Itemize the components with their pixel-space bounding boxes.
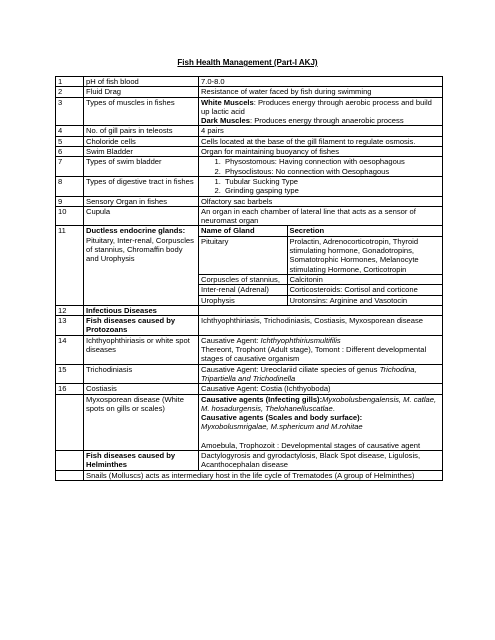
table-row [56, 87, 443, 97]
table-row [56, 97, 443, 126]
causative-agent-label: Causative Agent: Ureoclariid ciliate species of genus [201, 364, 380, 374]
row-value [199, 394, 443, 450]
table-row [56, 126, 443, 136]
table-row [56, 394, 443, 450]
gland-name: Corpuscles of stannius, [199, 274, 287, 284]
row-value: Dactylogyrosis and gyrodactylosis, Black Spot disease, Ligulosis, Acanthocephalan disease [199, 450, 443, 470]
table-row [56, 176, 443, 196]
row-value [199, 157, 443, 177]
dark-muscle-label: Dark Muscles [201, 116, 250, 126]
row-value [199, 176, 443, 196]
row-number: 1 [56, 77, 84, 87]
list-item: 1. Tubular Sucking Type [223, 177, 440, 186]
causative-agent-label: Causative Agent: [201, 335, 261, 345]
endocrine-heading: Ductless endocrine glands: [86, 226, 186, 236]
secretion-column-header: Secretion [287, 226, 442, 236]
white-muscle-line [201, 98, 440, 117]
table-row [56, 384, 443, 394]
gland-secretion: Prolactin, Adrenocorticotropin, Thyroid stimulating hormone, Gonadotropins, Somatotrophic Hormones, Melanocyte stimulating Hormone, Corticotropin [287, 236, 442, 274]
gland-secretion-table [199, 226, 442, 304]
footnote: Snails (Molluscs) acts as intermediary host in the life cycle of Trematodes (A group of Helminthes) [84, 470, 443, 480]
row-number: 5 [56, 136, 84, 146]
row-value: Organ for maintaining buoyancy of fishes [199, 147, 443, 157]
row-parameter: Types of swim bladder [84, 157, 199, 177]
row-parameter: Ichthyophthiriasis or white spot diseases [84, 335, 199, 364]
row-number: 6 [56, 147, 84, 157]
causative-agent-label: Causative agents (Scales and body surface): [201, 413, 363, 423]
causative-agent-gills [201, 395, 440, 414]
table-row [199, 236, 442, 274]
row-number: 9 [56, 196, 84, 206]
row-number: 16 [56, 384, 84, 394]
list-item: 1. Physostomous: Having connection with oesophagous [223, 157, 440, 166]
digestive-tract-list [201, 177, 440, 196]
row-number: 14 [56, 335, 84, 364]
table-row [56, 157, 443, 177]
row-number: 13 [56, 316, 84, 336]
row-value: 4 pairs [199, 126, 443, 136]
row-parameter: Sensory Organ in fishes [84, 196, 199, 206]
row-parameter: Infectious Diseases [84, 305, 199, 315]
row-parameter: Types of digestive tract in fishes [84, 176, 199, 196]
dark-muscle-line [201, 116, 440, 125]
fish-health-table [55, 76, 443, 481]
table-row [199, 285, 442, 295]
table-row [56, 226, 443, 305]
list-item: 2. Grinding gasping type [223, 186, 440, 195]
table-row [56, 335, 443, 364]
developmental-stages: Thereont, Trophont (Adult stage), Tomont : Different developmental stages of causative organism [201, 345, 427, 364]
row-parameter: Costiasis [84, 384, 199, 394]
table-row [56, 316, 443, 336]
agent-period: . [332, 403, 335, 413]
row-value: Cells located at the base of the gill filament to regulate osmosis. [199, 136, 443, 146]
table-row [56, 77, 443, 87]
row-value: Resistance of water faced by fish during swimming [199, 87, 443, 97]
row-value: Ichthyophthiriasis, Trichodiniasis, Costiasis, Myxosporean disease [199, 316, 443, 336]
table-row [56, 196, 443, 206]
table-row [56, 470, 443, 480]
developmental-stages: Amoebula, Trophozoit : Developmental stages of causative agent [201, 440, 421, 450]
row-value [199, 305, 443, 315]
row-number: 12 [56, 305, 84, 315]
row-number: 3 [56, 97, 84, 126]
dark-muscle-text: : Produces energy through anaerobic process [249, 116, 404, 126]
table-row [56, 136, 443, 146]
gland-secretion: Urotonsins: Arginine and Vasotocin [287, 295, 442, 305]
table-row [56, 364, 443, 384]
list-item: 2. Physoclistous: No connection with Oesophagous [223, 167, 440, 176]
row-parameter: Trichodiniasis [84, 364, 199, 384]
causative-agent-name: Myxobolusmrigalae, M.sphericum and M.rohitae [201, 422, 363, 432]
causative-agent-name: Myxobolusbengalensis, M. catlae, M. hosadurgensis, Thelohanelluscatlae [201, 394, 437, 413]
row-parameter: Fish diseases caused by Protozoans [84, 316, 199, 336]
row-value [199, 364, 443, 384]
table-row [56, 450, 443, 470]
table-header-row [199, 226, 442, 236]
row-value [199, 97, 443, 126]
row-number [56, 394, 84, 450]
row-value: Causative Agent: Costia (Ichthyoboda) [199, 384, 443, 394]
table-row [199, 295, 442, 305]
white-muscle-text: : Produces energy through aerobic process and build up lactic acid [201, 97, 432, 116]
row-value: 7.0-8.0 [199, 77, 443, 87]
white-muscle-label: White Muscels [201, 97, 254, 107]
row-value: Olfactory sac barbels [199, 196, 443, 206]
row-parameter: Choloride cells [84, 136, 199, 146]
row-number: 10 [56, 206, 84, 226]
row-parameter: No. of gill pairs in teleosts [84, 126, 199, 136]
endocrine-gland-list: Pituitary, Inter-renal, Corpuscles of stannius, Chromaffin body and Urophysis [86, 235, 194, 264]
table-row [56, 305, 443, 315]
row-parameter: Cupula [84, 206, 199, 226]
row-parameter: Fish diseases caused by Helminthes [84, 450, 199, 470]
gland-secretion: Corticosteroids: Cortisol and corticone [287, 285, 442, 295]
row-parameter: pH of fish blood [84, 77, 199, 87]
row-number: 15 [56, 364, 84, 384]
causative-agent-name: Ichthyophthiriusmultifilis [260, 335, 341, 345]
causative-agent-name: Trichodina, Tripartiella and Trichodinella [201, 364, 417, 383]
row-number [56, 470, 84, 480]
row-parameter: Fluid Drag [84, 87, 199, 97]
gland-name: Pituitary [199, 236, 287, 274]
table-row [199, 274, 442, 284]
causative-agent-label: Causative agents (Infecting gills): [201, 394, 323, 404]
row-number: 8 [56, 176, 84, 196]
row-number: 4 [56, 126, 84, 136]
row-value [199, 335, 443, 364]
table-row [56, 147, 443, 157]
row-value: An organ in each chamber of lateral line that acts as a sensor of neuromast organ [199, 206, 443, 226]
gland-column-header: Name of Gland [199, 226, 287, 236]
gland-name: Inter-renal (Adrenal) [199, 285, 287, 295]
row-number: 7 [56, 157, 84, 177]
spacer [201, 432, 440, 441]
causative-agent-line [201, 336, 440, 345]
row-parameter: Types of muscles in fishes [84, 97, 199, 126]
row-parameter: Myxosporean disease (White spots on gills or scales) [84, 394, 199, 450]
table-row [56, 206, 443, 226]
row-number [56, 450, 84, 470]
row-number: 11 [56, 226, 84, 305]
document-title: Fish Health Management (Part-I AKJ) [177, 58, 318, 67]
swim-bladder-list [201, 157, 440, 176]
row-parameter: Swim Bladder [84, 147, 199, 157]
row-parameter [84, 226, 199, 305]
row-number: 2 [56, 87, 84, 97]
causative-agent-scales [201, 413, 440, 422]
gland-table-cell [199, 226, 443, 305]
gland-name: Urophysis [199, 295, 287, 305]
gland-secretion: Calcitonin [287, 274, 442, 284]
